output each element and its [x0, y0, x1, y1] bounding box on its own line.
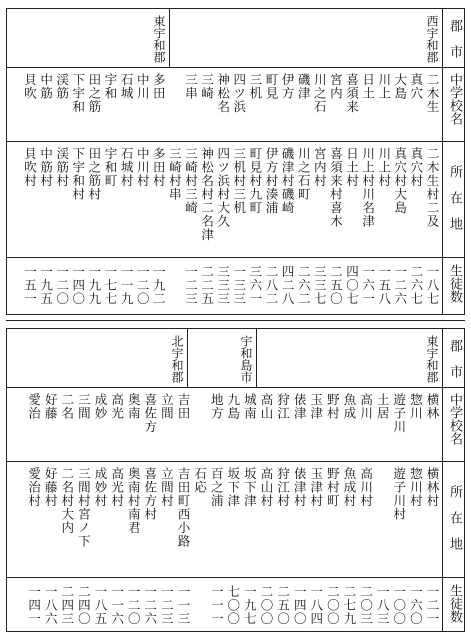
student-count: 一一一: [209, 585, 225, 626]
group-divider: [169, 9, 170, 67]
student-count: 二五〇: [328, 265, 344, 306]
school-address: 石城村: [119, 147, 135, 188]
school-address: 狩江村: [275, 467, 291, 508]
school-name: 成妙: [93, 393, 108, 420]
row-divider: [7, 141, 464, 142]
school-name: 玉津: [308, 393, 324, 420]
school-address: 川上村川名津: [360, 147, 376, 228]
school-address: 貝吹村: [22, 147, 38, 188]
student-count: 二〇〇: [259, 585, 274, 626]
school-address: 吉田町西小路: [176, 467, 191, 548]
student-count: 二五〇: [275, 585, 291, 626]
group-divider: [187, 329, 188, 387]
school-address: 喜須来村喜木: [328, 147, 344, 228]
student-count: 二八二: [264, 265, 279, 306]
school-name: 地方: [209, 393, 225, 420]
school-address: 遊子川村: [391, 467, 407, 521]
school-address: 奥南村南君: [126, 467, 142, 535]
header-address: 所 在 地: [447, 165, 462, 230]
school-address: 喜佐方村: [142, 467, 158, 521]
school-address: 高川村: [358, 467, 374, 508]
school-name: 奥南: [126, 393, 142, 420]
school-address: 伊方村湊浦: [264, 147, 279, 215]
school-name: 貝吹: [22, 73, 38, 100]
student-count: 一八三: [375, 585, 391, 626]
student-count: 二四〇: [76, 585, 92, 626]
school-address: 日土村: [344, 147, 360, 188]
school-address: 二名村大内: [59, 467, 75, 535]
school-address: 多田村: [151, 147, 167, 188]
school-name: 喜佐方: [142, 393, 158, 434]
row-divider: [7, 577, 464, 578]
student-count: 一五八: [376, 265, 392, 306]
school-name: 土居: [375, 393, 391, 420]
school-address: 坂下津: [242, 467, 258, 508]
school-name: 横林: [425, 393, 440, 420]
student-count: 四〇七: [344, 265, 360, 306]
group-divider: [256, 329, 257, 387]
school-name: 惣川: [408, 393, 424, 420]
student-count: 二四三: [59, 585, 75, 626]
school-name: 吉田: [176, 393, 191, 420]
group-label: 東宇和郡: [152, 15, 166, 63]
school-name: 多田: [151, 73, 167, 100]
school-name: 田之筋: [86, 73, 102, 114]
student-count: 二六二: [296, 265, 312, 306]
school-address: 川上村: [376, 147, 392, 188]
student-count: 三三七: [312, 265, 328, 306]
header-students: 生徒数: [447, 264, 462, 303]
document-page: [6, 8, 465, 632]
school-address: 成妙村: [93, 467, 108, 508]
school-name: 神松名: [215, 73, 231, 114]
school-name: 三間: [76, 393, 92, 420]
school-address: 横林村: [425, 467, 440, 508]
student-count: 三三三: [215, 265, 231, 306]
student-count: 一二三: [159, 585, 175, 626]
school-name: 川上: [376, 73, 392, 100]
school-name: 三串: [183, 73, 199, 100]
school-name: 好藤: [43, 393, 59, 420]
student-count: 七〇〇: [225, 585, 241, 626]
school-address: 渓筋村: [54, 147, 70, 188]
row-divider: [7, 461, 464, 462]
header-divider: [442, 9, 443, 314]
school-address: 三間村宮ノ下: [76, 467, 92, 548]
student-count: 一二一: [425, 585, 440, 626]
student-count: 二七九: [342, 585, 357, 626]
school-address: 中筋村: [38, 147, 54, 188]
school-name: 町見: [264, 73, 279, 100]
group-label: 北宇和郡: [170, 335, 184, 383]
group-label: 東宇和郡: [425, 335, 439, 383]
group-label: 西宇和郡: [425, 15, 439, 63]
school-name: 磯津: [296, 73, 312, 100]
school-name: 喜須来: [344, 73, 360, 114]
school-name: 立間: [159, 393, 175, 420]
school-name: 真穴: [408, 73, 424, 100]
student-count: 一二〇: [126, 585, 142, 626]
school-address: 四ツ浜村大久: [215, 147, 231, 228]
school-address: 宇和町: [103, 147, 118, 188]
student-count: 一九七: [242, 585, 258, 626]
school-name: 宇和: [103, 73, 118, 100]
table-separator: [6, 320, 465, 321]
school-name: 俵津: [292, 393, 308, 420]
school-address: 石応: [192, 467, 208, 494]
student-count: 一八七: [425, 265, 440, 306]
student-count: 一四一: [26, 585, 42, 626]
student-count: 三六一: [247, 265, 263, 306]
school-name: 中川: [135, 73, 151, 100]
student-count: 二〇三: [358, 585, 374, 626]
school-address: 三机村三机: [231, 147, 247, 215]
school-name: 四ツ浜: [231, 73, 247, 114]
school-address: 高光村: [109, 467, 125, 508]
school-name: 魚成: [342, 393, 357, 420]
school-address: 高山村: [259, 467, 274, 508]
school-address: 惣川村: [408, 467, 424, 508]
school-address: 坂下津: [225, 467, 241, 508]
school-address: 三崎村串: [167, 147, 183, 201]
school-name: 下宇和: [70, 73, 86, 114]
student-count: 一六一: [360, 265, 376, 306]
school-name: 遊子川: [391, 393, 407, 434]
school-name: 二木生: [425, 73, 440, 114]
school-name: 宮内: [328, 73, 344, 100]
student-count: 一四〇: [70, 265, 86, 306]
student-count: 一〇〇: [391, 585, 407, 626]
school-address: 玉津村: [308, 467, 324, 508]
student-count: 一一三: [176, 585, 191, 626]
header-divider: [442, 329, 443, 631]
student-count: 一一九: [119, 265, 135, 306]
school-name: 城南: [242, 393, 258, 420]
student-count: 四二八: [280, 265, 296, 306]
header-school: 中学校名: [447, 393, 462, 445]
header-school: 中学校名: [447, 73, 462, 125]
student-count: 一九五: [38, 265, 54, 306]
student-count: 一二三: [183, 265, 199, 306]
student-count: 一八五: [93, 585, 108, 626]
school-address: 田之筋村: [86, 147, 102, 201]
school-address: 宮内村: [312, 147, 328, 188]
school-address: 野村町: [325, 467, 341, 508]
school-name: 狩江: [275, 393, 291, 420]
school-address: 中川村: [135, 147, 151, 188]
school-name: 愛治: [26, 393, 42, 420]
school-address: 磯津村磯崎: [280, 147, 296, 215]
school-name: 三崎: [199, 73, 215, 100]
school-table-bottom: [6, 328, 465, 632]
student-count: 一二〇: [54, 265, 70, 306]
school-address: 俵津村: [292, 467, 308, 508]
school-address: 真穴村: [408, 147, 424, 188]
student-count: 二〇〇: [325, 585, 341, 626]
school-address: 真穴村大島: [392, 147, 408, 215]
header-students: 生徒数: [447, 584, 462, 623]
row-divider: [7, 257, 464, 258]
student-count: 一六〇: [408, 585, 424, 626]
school-name: 中筋: [38, 73, 54, 100]
school-name: 高山: [259, 393, 274, 420]
school-address: 立間村: [159, 467, 175, 508]
school-address: 愛治村: [26, 467, 42, 508]
student-count: 一二六: [142, 585, 158, 626]
student-count: 一五一: [22, 265, 38, 306]
header-district: 郡 市: [447, 19, 462, 58]
school-name: 二名: [59, 393, 75, 420]
school-address: 町見村九町: [247, 147, 263, 215]
student-count: 一九九: [86, 265, 102, 306]
school-name: 川之石: [312, 73, 328, 114]
student-count: 二二五: [199, 265, 215, 306]
student-count: 一三三: [231, 265, 247, 306]
student-count: 一二〇: [135, 265, 151, 306]
row-divider: [7, 67, 464, 68]
school-address: 魚成村: [342, 467, 357, 508]
school-table-top: [6, 8, 465, 315]
school-address: 神松名村二名津: [199, 147, 215, 242]
school-address: 百之浦: [209, 467, 225, 508]
student-count: 一七七: [103, 265, 118, 306]
school-name: 大島: [392, 73, 408, 100]
student-count: 一九二: [151, 265, 167, 306]
school-name: 高光: [109, 393, 125, 420]
header-district: 郡 市: [447, 339, 462, 378]
student-count: 一二六: [392, 265, 408, 306]
school-name: 石城: [119, 73, 135, 100]
student-count: 二六七: [408, 265, 424, 306]
row-divider: [7, 387, 464, 388]
school-name: 九島: [225, 393, 241, 420]
school-name: 三机: [247, 73, 263, 100]
student-count: 一一六: [109, 585, 125, 626]
student-count: 一八四: [308, 585, 324, 626]
group-label: 宇和島市: [239, 335, 253, 383]
header-address: 所 在 地: [447, 485, 462, 550]
school-name: 伊方: [280, 73, 296, 100]
school-address: 三崎村三崎: [183, 147, 199, 215]
school-name: 野村: [325, 393, 341, 420]
school-address: 川之石町: [296, 147, 312, 201]
school-address: 好藤村: [43, 467, 59, 508]
school-name: 渓筋: [54, 73, 70, 100]
student-count: 一四〇: [292, 585, 308, 626]
student-count: 一八六: [43, 585, 59, 626]
school-name: 高川: [358, 393, 374, 420]
school-name: 日土: [360, 73, 376, 100]
school-address: 下宇和村: [70, 147, 86, 201]
school-address: 二木生村二及: [425, 147, 440, 228]
